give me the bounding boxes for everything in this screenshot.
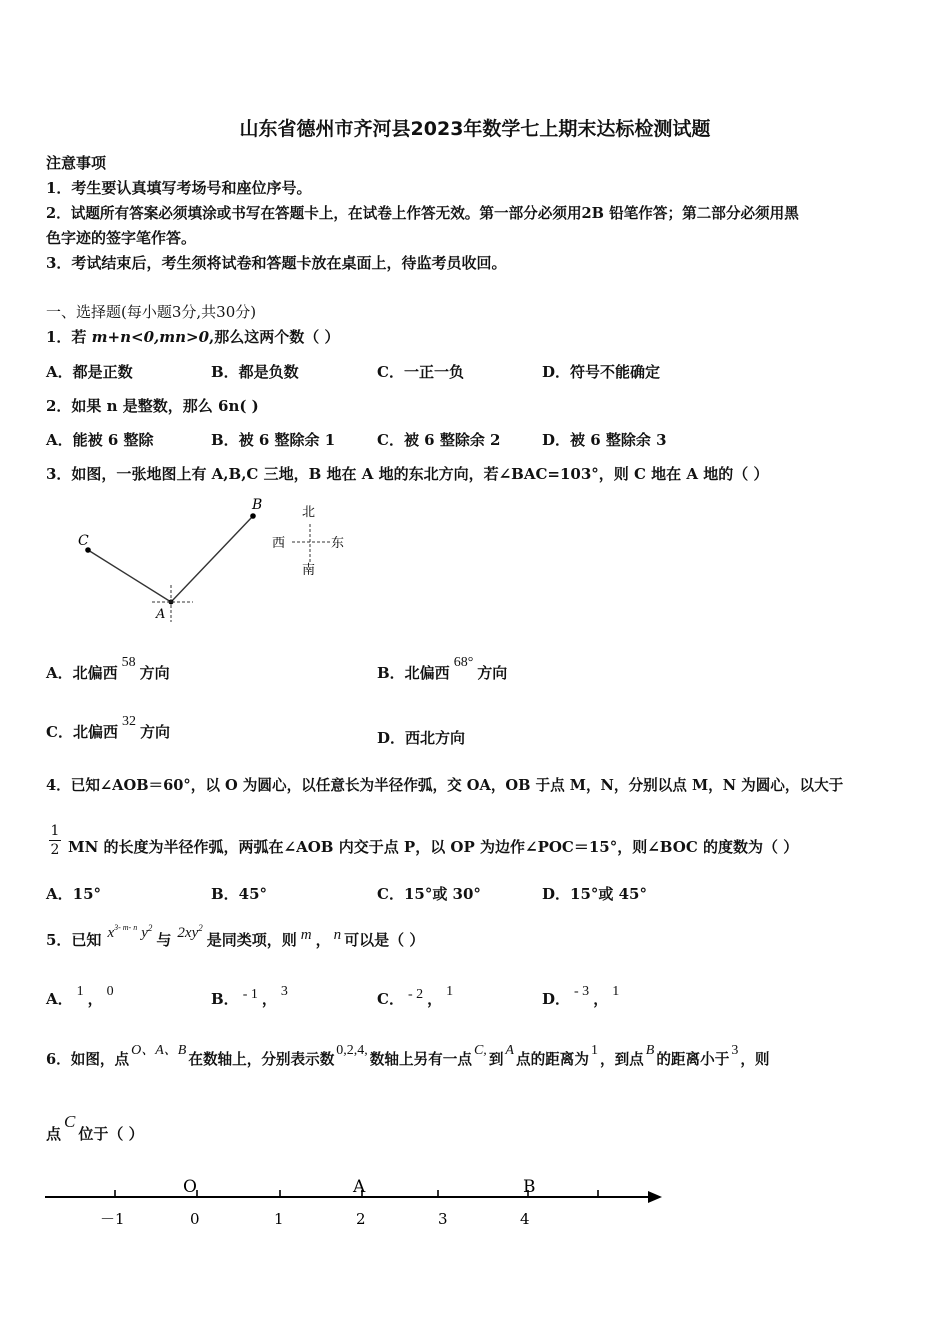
q6-point-c: C, xyxy=(473,1043,487,1058)
point-label-b: B xyxy=(523,1177,536,1197)
q5-term-2-base: 2xy xyxy=(177,925,199,941)
question-6-line2 xyxy=(46,1112,144,1144)
q1-option-c: C．一正一负 xyxy=(377,363,464,381)
tick-label-neg1: －1 xyxy=(100,1210,125,1228)
q6-line2-suffix: 位于（ ） xyxy=(78,1125,144,1143)
page-title: 山东省德州市齐河县2023年数学七上期末达标检测试题 xyxy=(239,118,711,140)
q4-fraction-denominator: 2 xyxy=(50,842,60,858)
q5-option-b: B． - 1 ， 3 xyxy=(211,984,288,1008)
tick-label-0: 0 xyxy=(190,1210,200,1228)
q5-c-v1: - 2 xyxy=(407,987,424,1002)
tick-label-4: 4 xyxy=(520,1210,530,1228)
q3-option-d: D．西北方向 xyxy=(377,729,466,747)
q5-x-exponent: 3- m- n xyxy=(114,923,138,932)
q5-y-exponent: 2 xyxy=(147,923,153,933)
q1-suffix: ,那么这两个数（ ） xyxy=(209,328,340,346)
q6-point-b: B xyxy=(645,1043,655,1058)
q6-text-1: 在数轴上，分别表示数 xyxy=(188,1051,335,1068)
q6-numbers: 0,2,4, xyxy=(336,1043,368,1058)
q4-fraction-numerator: 1 xyxy=(50,823,60,839)
compass-south: 南 xyxy=(302,563,316,578)
q5-d-label: D． xyxy=(542,990,571,1008)
q5-d-v1: - 3 xyxy=(574,984,590,999)
compass-north: 北 xyxy=(302,505,316,520)
notice-heading: 注意事项 xyxy=(46,154,107,172)
notice-item-2: 2．试题所有答案必须填涂或书写在答题卡上，在试卷上作答无效。第一部分必须用2B 铅笔作答；第二部分必须用黑 xyxy=(46,205,799,222)
point-label-o: O xyxy=(183,1177,197,1197)
question-1-stem xyxy=(46,326,339,347)
q5-term-2 xyxy=(177,925,202,941)
q3-option-b xyxy=(377,655,508,683)
q3-option-c xyxy=(46,714,170,742)
q3-map-figure xyxy=(60,490,360,630)
q2-option-d: D．被 6 整除余 3 xyxy=(542,431,667,449)
q5-c-label: C． xyxy=(377,990,404,1008)
q1-option-b: B．都是负数 xyxy=(211,363,299,381)
q5-a-v1: 1 xyxy=(76,984,84,999)
q4-option-a: A．15° xyxy=(46,885,102,903)
notice-item-2-cont: 色字迹的签字笔作答。 xyxy=(46,229,197,247)
line-ab xyxy=(171,516,253,602)
q3-c-suffix: 方向 xyxy=(139,723,170,741)
question-6-line1 xyxy=(46,1043,770,1069)
q5-d-v2: 1 xyxy=(612,984,620,999)
q6-three: 3 xyxy=(731,1043,739,1058)
q6-points: O、A、B xyxy=(131,1043,187,1058)
point-label-a: A xyxy=(353,1177,366,1197)
tick-label-3: 3 xyxy=(438,1210,448,1228)
q5-b-v1: - 1 xyxy=(242,987,258,1002)
q6-text-3: 到 xyxy=(488,1051,504,1068)
q5-c-v2: 1 xyxy=(446,984,454,999)
q5-a-v2: 0 xyxy=(106,984,114,999)
line-ac xyxy=(88,550,171,602)
question-4-line2: MN 的长度为半径作弧，两弧在∠AOB 内交于点 P，以 OP 为边作∠POC＝15°，则∠BOC 的度数为（ ） xyxy=(68,838,799,856)
point-b xyxy=(250,513,256,519)
q5-option-d: D． - 3 ， 1 xyxy=(542,984,620,1008)
q2-option-c: C．被 6 整除余 2 xyxy=(377,431,501,449)
q6-prefix: 6．如图，点 xyxy=(46,1051,130,1068)
q5-comma: ， xyxy=(315,931,331,949)
q6-line2-c: C xyxy=(64,1112,76,1131)
question-2-stem: 2．如果 n 是整数，那么 6n( ) xyxy=(46,397,259,415)
q6-line2-prefix: 点 xyxy=(46,1125,62,1143)
q1-option-a: A．都是正数 xyxy=(46,363,133,381)
q1-condition: m+n<0,mn>0 xyxy=(91,328,210,346)
q4-option-d: D．15°或 45° xyxy=(542,885,647,903)
q6-text-6: 的距离小于 xyxy=(656,1051,730,1068)
q5-var-n: n xyxy=(333,927,342,943)
notice-item-1: 1．考生要认真填写考场号和座位序号。 xyxy=(46,179,312,197)
q3-b-value: 68° xyxy=(453,655,474,670)
label-c: C xyxy=(78,533,89,549)
label-a: A xyxy=(156,607,166,622)
q3-option-a xyxy=(46,655,170,683)
q3-a-suffix: 方向 xyxy=(139,664,170,682)
q3-c-prefix: C．北偏西 xyxy=(46,723,118,741)
q5-and: 与 xyxy=(156,931,172,949)
q5-y: y xyxy=(141,925,148,941)
q3-b-prefix: B．北偏西 xyxy=(377,664,450,682)
q5-option-c: C． - 2 ， 1 xyxy=(377,984,454,1008)
q6-text-4: 点的距离为 xyxy=(515,1051,589,1068)
q6-number-line xyxy=(40,1170,670,1235)
q4-fraction xyxy=(49,822,61,859)
q5-end: 可以是（ ） xyxy=(344,931,425,949)
q5-b-label: B． xyxy=(211,990,239,1008)
notice-item-3: 3．考试结束后，考生须将试卷和答题卡放在桌面上，待监考员收回。 xyxy=(46,254,507,272)
compass-west: 西 xyxy=(272,536,286,551)
q5-a-label: A． xyxy=(46,990,73,1008)
q5-condition: 是同类项，则 xyxy=(206,931,297,949)
q5-option-a: A． 1 ， 0 xyxy=(46,984,114,1008)
question-4-line1: 4．已知∠AOB＝60°，以 O 为圆心，以任意长为半径作弧，交 OA，OB 于点 M，N，分别以点 M，N 为圆心，以大于 xyxy=(46,777,844,794)
q6-point-a: A xyxy=(505,1043,514,1058)
q6-one: 1 xyxy=(590,1043,598,1058)
label-b: B xyxy=(252,497,263,513)
q1-prefix: 1．若 xyxy=(46,328,92,346)
q5-prefix: 5．已知 xyxy=(46,931,102,949)
compass-east: 东 xyxy=(331,536,345,551)
axis-arrow xyxy=(648,1191,662,1203)
question-3-stem: 3．如图，一张地图上有 A,B,C 三地，B 地在 A 地的东北方向，若∠BAC=103°，则 C 地在 A 地的（ ） xyxy=(46,465,769,483)
tick-label-2: 2 xyxy=(356,1210,366,1228)
q3-c-value: 32 xyxy=(121,714,136,729)
q3-a-prefix: A．北偏西 xyxy=(46,664,118,682)
q6-text-2: 数轴上另有一点 xyxy=(369,1051,472,1068)
q5-term-2-exponent: 2 xyxy=(198,923,203,933)
q6-text-7: ，则 xyxy=(740,1051,770,1068)
q5-x: x xyxy=(107,925,115,941)
q1-option-d: D．符号不能确定 xyxy=(542,363,661,381)
q6-text-5: ，到点 xyxy=(599,1051,644,1068)
q3-b-suffix: 方向 xyxy=(477,664,508,682)
q3-a-value: 58 xyxy=(121,655,136,670)
q5-term-1 xyxy=(107,925,152,941)
tick-label-1: 1 xyxy=(274,1210,284,1228)
q5-b-v2: 3 xyxy=(280,984,288,999)
section-heading: 一、选择题(每小题3分,共30分) xyxy=(46,303,257,321)
q2-option-a: A．能被 6 整除 xyxy=(46,431,154,449)
question-5-stem xyxy=(46,923,425,950)
q2-option-b: B．被 6 整除余 1 xyxy=(211,431,336,449)
q4-option-b: B．45° xyxy=(211,885,268,903)
q4-option-c: C．15°或 30° xyxy=(377,885,481,903)
q5-var-m: m xyxy=(300,927,312,943)
